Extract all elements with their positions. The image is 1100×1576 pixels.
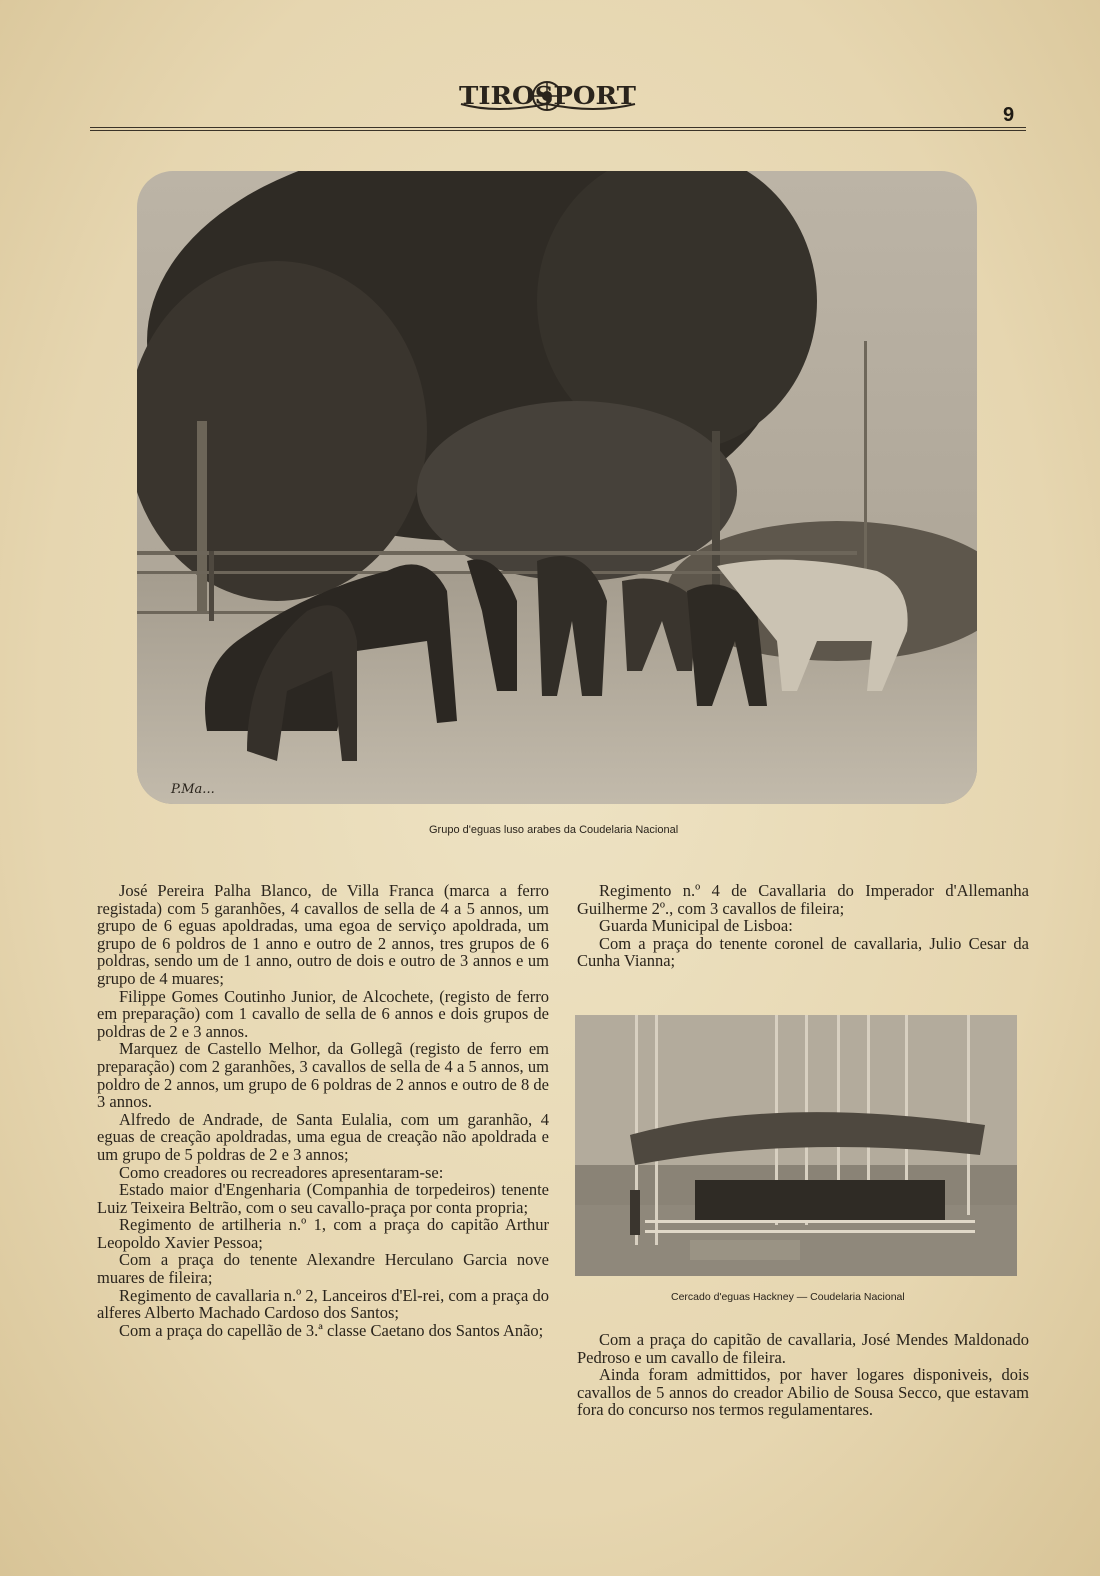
paragraph: Regimento de artilheria n.º 1, com a praça do capitão Arthur Leopoldo Xavier Pessoa; xyxy=(97,1215,549,1252)
paragraph: Como creadores ou recreadores apresentaram-se: xyxy=(119,1162,444,1182)
paragraph: Marquez de Castello Melhor, da Gollegã (registo de ferro em preparação) com 2 garanhões, 3 cavallos de sella de 4 a 5 annos, um poldro de 2 annos, um grupo de 6 poldras de 2 annos e outro de 8 de 3 annos. xyxy=(97,1039,549,1112)
horses-photograph xyxy=(137,171,977,804)
paragraph: Guarda Municipal de Lisboa: xyxy=(599,916,793,936)
masthead-text: TIROSPORT xyxy=(459,81,637,110)
paragraph: Alfredo de Andrade, de Santa Eulalia, com um garanhão, 4 eguas de creação apoldradas, uma egua de creação não apoldrada e um grupo de 5 poldras de 2 e 3 annos; xyxy=(97,1109,549,1164)
photo-caption: Grupo d'eguas luso arabes da Coudelaria Nacional xyxy=(429,824,679,836)
article-column-left xyxy=(97,882,549,1339)
article-column-right xyxy=(577,882,1029,970)
page-number: 9 xyxy=(1003,104,1015,126)
header-rule xyxy=(90,130,1026,131)
photo-caption: Cercado d'eguas Hackney — Coudelaria Nacional xyxy=(671,1291,905,1303)
paragraph: Com a praça do capellão de 3.ª classe Caetano dos Santos Anão; xyxy=(119,1320,544,1340)
paragraph: Com a praça do tenente Alexandre Herculano Garcia nove muares de fileira; xyxy=(97,1250,549,1288)
paragraph: Filippe Gomes Coutinho Junior, de Alcochete, (registo de ferro em preparação) com 1 cavallo de sella de 6 annos e dois grupos de poldras de 2 e 3 annos. xyxy=(97,986,549,1041)
header-rule xyxy=(90,127,1026,128)
masthead-logo xyxy=(455,74,640,118)
paragraph: Regimento de cavallaria n.º 2, Lanceiros d'El-rei, com a praça do alferes Alberto Machado Cardoso dos Santos; xyxy=(97,1285,549,1323)
paragraph: Com a praça do tenente coronel de cavallaria, Julio Cesar da Cunha Vianna; xyxy=(577,933,1029,971)
paragraph: Regimento n.º 4 de Cavallaria do Imperador d'Allemanha Guilherme 2º., com 3 cavallos de fileira; xyxy=(577,881,1029,918)
paragraph: José Pereira Palha Blanco, de Villa Franca (marca a ferro registada) com 5 garanhões, 4 cavallos de sella de 4 a 5 annos, um grupo de 6 eguas apoldradas, uma egoa de serviço apoldrada, um grupo de 6 poldros de 1 anno e outro de 2 annos, tres grupos de 6 poldras, sendo um de 1 anno, outro de dois e outro de 3 annos e um grupo de 4 muares; xyxy=(97,881,549,988)
photographer-signature: P.Ma... xyxy=(171,782,215,797)
paragraph: Com a praça do capitão de cavallaria, José Mendes Maldonado Pedroso e um cavallo de fileira. xyxy=(577,1330,1029,1367)
paragraph: Estado maior d'Engenharia (Companhia de torpedeiros) tenente Luiz Teixeira Beltrão, com o seu cavallo-praça por conta propria; xyxy=(97,1180,549,1217)
paddock-photograph xyxy=(575,1015,1017,1276)
paragraph: Ainda foram admittidos, por haver logares disponiveis, dois cavallos de 5 annos do creador Abilio de Sousa Secco, que estavam fora do concurso nos termos regulamentares. xyxy=(577,1365,1029,1420)
article-column-right-continued xyxy=(577,1331,1029,1419)
